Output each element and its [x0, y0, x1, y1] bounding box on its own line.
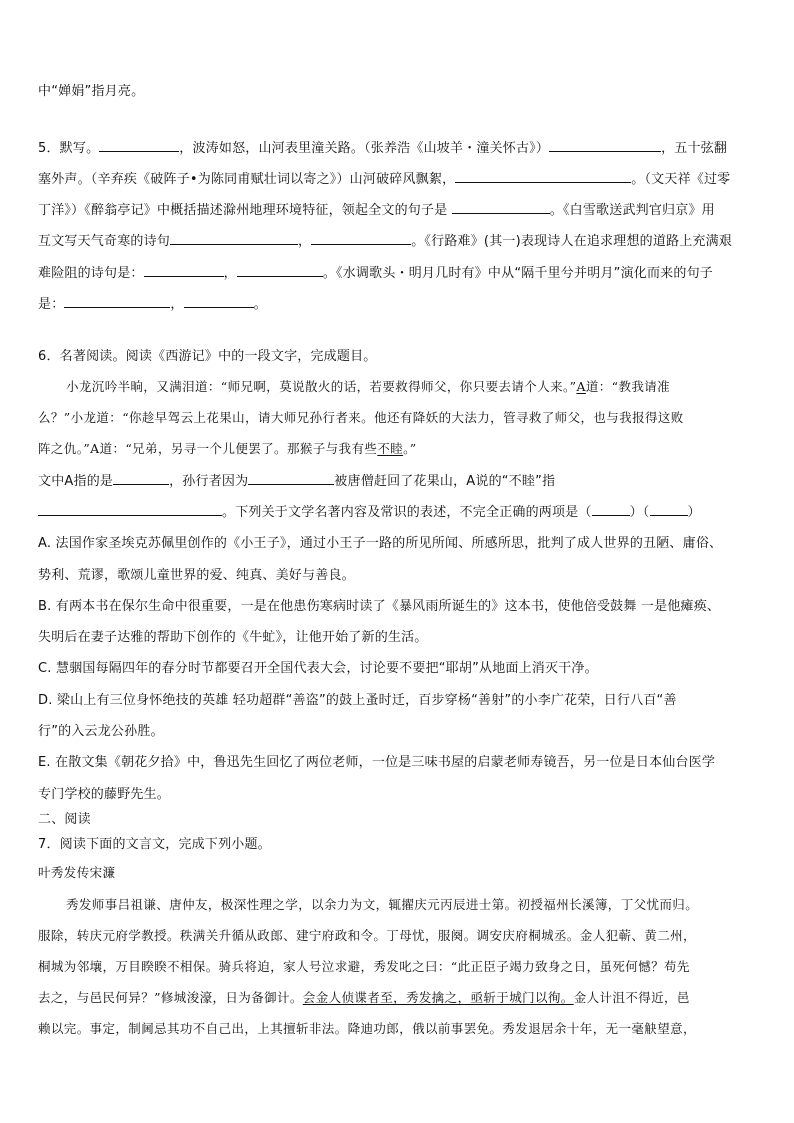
- q6-text: ）: [687, 505, 701, 520]
- answer-blank[interactable]: [113, 471, 169, 485]
- option-a-line-1: A. 法国作家圣埃克苏佩里创作的《小王子》，通过小王子一路的所见所闻、所感所思，批判了成人世界的丑陋、庸俗、: [38, 536, 723, 551]
- answer-blank[interactable]: [248, 471, 334, 485]
- q5-text: ，波涛如怒，山河表里潼关路。（张养浩《山坡羊・潼关怀古》）: [179, 141, 550, 156]
- q5-text: 。《水调歌头・明月几时有》中从“隔千里兮并明月”演化而来的句子: [322, 266, 713, 281]
- passage-line-4: [38, 988, 690, 1006]
- q5-text: 难险阻的诗句是：: [38, 266, 144, 281]
- q6-text: 。下列关于文学名著内容及常识的表述，不完全正确的两项是（: [222, 505, 592, 520]
- q5-line-3: [38, 199, 715, 218]
- q5-text: 塞外声。（辛弃疾《破阵子•为陈同甫赋壮词以寄之》）山河破碎风飘絮，: [38, 172, 456, 187]
- answer-blank[interactable]: [592, 502, 630, 516]
- section-heading: 二、阅读: [38, 812, 91, 827]
- q5-text: 是：: [38, 297, 65, 312]
- q6-text: 文中A指的是: [38, 474, 114, 489]
- q5-text: 互文写天气奇寒的诗句: [38, 234, 171, 249]
- q5-text: 。《行路难》(其一)表现诗人在追求理想的道路上充满艰: [411, 234, 733, 249]
- q6-question-line-1: [38, 470, 555, 489]
- q6-passage-text: 阵之仇。”A道：“兄弟，另寻一个儿便罢了。那猴子与我有些: [38, 441, 378, 456]
- q6-title: 6．名著阅读。阅读《西游记》中的一段文字，完成题目。: [38, 349, 377, 364]
- answer-blank[interactable]: [170, 231, 298, 245]
- q6-passage-text: 。”: [403, 441, 417, 456]
- answer-blank[interactable]: [549, 138, 661, 152]
- q6-text: ）（: [629, 505, 650, 520]
- q6-underlined-a: A: [576, 379, 586, 394]
- q5-text: ，: [223, 266, 237, 281]
- passage-line-2: 服除，转庆元府学教授。秩满关升循从政郎、建宁府政和令。丁母忧，服阕。调安庆府桐城丞。金人犯蕲、黄二州，: [38, 928, 696, 943]
- q5-text: 。: [253, 297, 267, 312]
- q5-line-1: [38, 137, 727, 156]
- q6-text: ，孙行者因为: [169, 474, 249, 489]
- q6-text: 被唐僧赶回了花果山，A说的“不睦”指: [334, 474, 556, 489]
- answer-blank[interactable]: [237, 263, 323, 277]
- q5-text: 。（文天祥《过零: [631, 172, 731, 187]
- q5-line-5: [38, 262, 713, 281]
- option-a-line-2: 势利、荒谬，歌颂儿童世界的爱、纯真、美好与善良。: [38, 568, 355, 583]
- q6-underlined-phrase: 不睦: [377, 441, 404, 456]
- answer-blank[interactable]: [184, 294, 254, 308]
- passage-text: 去之，与邑民何异？”修城浚濠，日为备御计。: [38, 990, 303, 1005]
- passage-line-5: 赖以完。事定，制阃忌其功不自己出，上其擅斩非法。降迪功郎，俄以前事罢免。秀发退居余十年，无一毫觖望意，: [38, 1021, 696, 1036]
- q5-text: ，: [170, 297, 184, 312]
- q6-passage-line-1: [66, 377, 670, 395]
- intro-tail: 中“婵娟”指月亮。: [38, 84, 145, 99]
- passage-line-3: 桐城为邻壤，万目睽睽不相保。骑兵将迫，家人号泣求避，秀发叱之曰：“此正臣子竭力致身之日，虽死何憾？苟先: [38, 959, 690, 974]
- q7-title: 7．阅读下面的文言文，完成下列小题。: [38, 837, 271, 852]
- passage-line-1: 秀发师事吕祖谦、唐仲友，极深性理之学，以余力为文，辄擢庆元丙辰进士第。初授福州长溪簿，丁父忧而归。: [66, 897, 699, 912]
- option-c-line-1: C. 慧骃国每隔四年的春分时节都要召开全国代表大会，讨论要不要把“耶胡”从地面上消灭干净。: [38, 661, 598, 676]
- answer-blank[interactable]: [38, 502, 222, 516]
- passage-text: 金人计沮不得近，邑: [573, 990, 690, 1005]
- answer-blank[interactable]: [144, 263, 224, 277]
- passage-title: 叶秀发传宋濂: [38, 865, 116, 880]
- option-e-line-1: E. 在散文集《朝花夕拾》中，鲁迅先生回忆了两位老师，一位是三味书屋的启蒙老师寿镜吾，另一位是日本仙台医学: [38, 755, 716, 770]
- option-e-line-2: 专门学校的藤野先生。: [38, 787, 171, 802]
- passage-underlined-sentence: 会金人侦谍者至，秀发擒之，亟斩于城门以徇。: [302, 990, 574, 1005]
- q5-text: 。《白雪歌送武判官归京》用: [549, 203, 715, 218]
- answer-blank[interactable]: [99, 138, 179, 152]
- answer-blank[interactable]: [452, 200, 550, 214]
- q5-text: ，: [298, 234, 312, 249]
- q5-line-4: [38, 230, 732, 249]
- option-d-line-2: 行”的入云龙公孙胜。: [38, 724, 164, 739]
- option-b-line-2: 失明后在妻子达雅的帮助下创作的《牛虻》，让他开始了新的生活。: [38, 630, 428, 645]
- q5-line-6: [38, 293, 267, 312]
- q6-question-line-2: [38, 501, 701, 520]
- answer-blank[interactable]: [64, 294, 170, 308]
- q5-text: ，五十弦翻: [661, 141, 728, 156]
- q5-text: 丁洋》）《醉翁亭记》中概括描述滁州地理环境特征，领起全文的句子是: [38, 203, 448, 218]
- q6-passage-text: 小龙沉吟半晌，又满泪道：“师兄啊，莫说散火的话，若要救得师父，你只要去请个人来。”: [66, 379, 577, 394]
- option-d-line-1: D. 梁山上有三位身怀绝技的英雄 轻功超群“善盗”的鼓上蚤时迁，百步穿杨“善射”的小李广花荣，日行八百“善: [38, 693, 677, 708]
- answer-blank[interactable]: [650, 502, 688, 516]
- q6-passage-line-3: [38, 439, 417, 457]
- q6-passage-line-2: 么？”小龙道：“你趁早驾云上花果山，请大师兄孙行者来。他还有降妖的大法力，管寻救了师父，也与我报得这败: [38, 410, 684, 425]
- answer-blank[interactable]: [455, 169, 631, 183]
- q6-passage-text: 道：“教我请准: [585, 379, 671, 394]
- option-b-line-1: B. 有两本书在保尔生命中很重要，一是在他患伤寒病时读了《暴风雨所诞生的》这本书，使他倍受鼓舞 一是他瘫痪、: [38, 599, 721, 614]
- q5-number: 5．默写。: [38, 141, 100, 156]
- q5-line-2: [38, 168, 730, 187]
- answer-blank[interactable]: [311, 231, 411, 245]
